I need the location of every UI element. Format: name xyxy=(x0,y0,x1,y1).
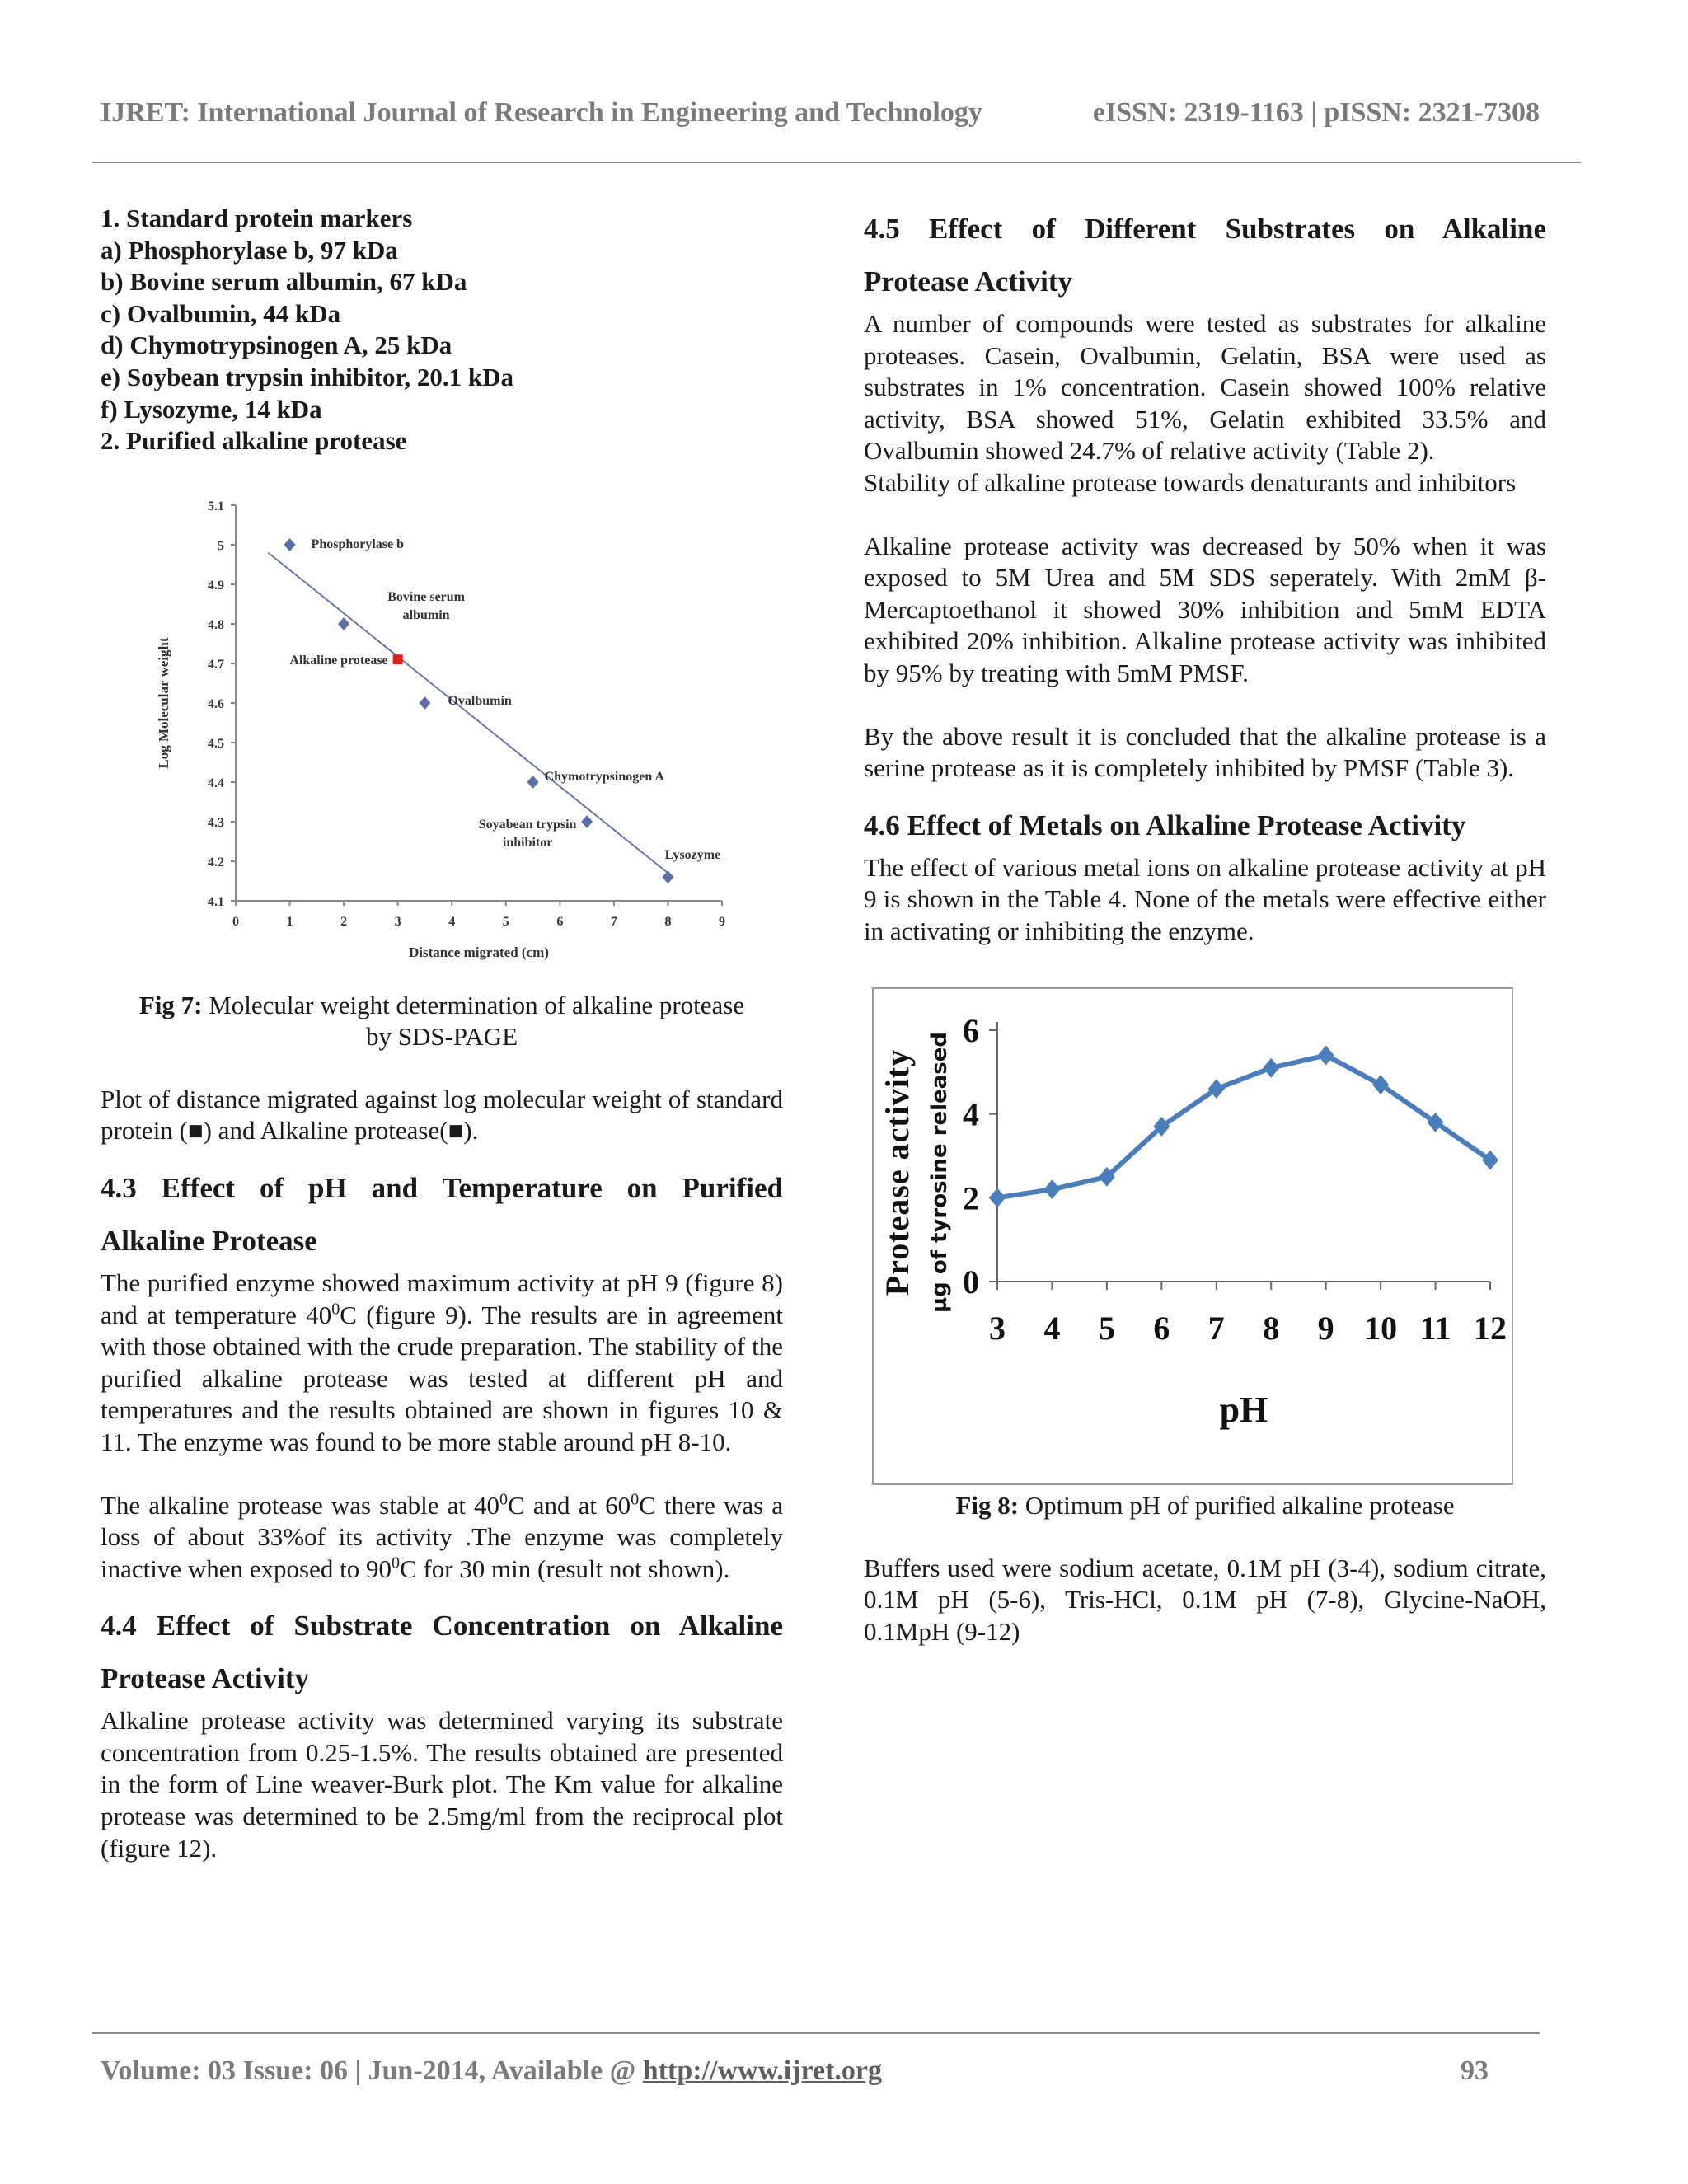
y-tick-label: 4.5 xyxy=(208,736,224,751)
data-point xyxy=(528,776,539,789)
x-tick-label: 9 xyxy=(719,914,725,929)
point-label: Phosphorylase b xyxy=(311,537,405,551)
list-item: 2. Purified alkaline protease xyxy=(101,426,407,456)
y-tick-label: 4.6 xyxy=(208,696,224,711)
fig8-caption-text: Optimum pH of purified alkaline protease xyxy=(1025,1490,1455,1520)
point-label: Bovine serum xyxy=(387,589,466,604)
point-label: inhibitor xyxy=(502,835,553,850)
y-axis-sublabel: µg of tyrosine released xyxy=(927,1031,952,1313)
footer-rule xyxy=(92,2032,1540,2034)
page-header xyxy=(101,97,1540,129)
data-point xyxy=(284,538,296,551)
journal-issn: eISSN: 2319-1163 | pISSN: 2321-7308 xyxy=(1092,97,1540,128)
fig7-scatter-chart xyxy=(145,489,738,967)
x-tick-label: 4 xyxy=(1043,1309,1061,1347)
section-4-3-para-2: The alkaline protease was stable at $40^0C$ and at $60^0C$ there was a loss of about 33%of its activity .The enzyme was completely inactive when exposed to $90^0C$ for 30 min (result not shown). xyxy=(101,1490,783,1583)
data-point xyxy=(1318,1045,1334,1065)
fig7-caption xyxy=(101,990,783,1052)
footer-volume: Volume: 03 Issue: 06 | Jun-2014, Available @ xyxy=(101,2055,643,2086)
section-4-4-title: 4.4 Effect of Substrate Concentration on Alkaline xyxy=(101,1610,783,1643)
fig8-line-chart xyxy=(874,989,1512,1483)
fig7-caption-label: Fig 7: xyxy=(138,990,203,1019)
left-column xyxy=(101,203,783,1864)
point-label: Lysozyme xyxy=(664,847,721,862)
data-point xyxy=(419,696,430,710)
section-4-5-para-3: By the above result it is concluded that the alkaline protease is a serine protease as it is completely inhibited by PMSF (Table 3). xyxy=(864,721,1546,783)
y-tick-label: 4.9 xyxy=(208,578,224,593)
y-axis-label: Protease activity xyxy=(879,1048,916,1296)
section-4-5-title-2: Protease Activity xyxy=(864,265,1073,298)
journal-title: IJRET: International Journal of Research in Engineering and Technology xyxy=(101,97,982,128)
y-tick-label: 5 xyxy=(218,538,224,553)
section-4-3-title: 4.3 Effect of pH and Temperature on Purified xyxy=(101,1171,783,1204)
right-column xyxy=(864,203,1546,1647)
list-item: e) Soybean trypsin inhibitor, 20.1 kDa xyxy=(101,362,513,391)
data-point xyxy=(989,1188,1006,1207)
plot-note: Plot of distance migrated against log molecular weight of standard protein (■) and Alkaline protease(■). xyxy=(101,1084,783,1146)
fig8-caption xyxy=(864,1490,1546,1521)
section-4-5-para-1: A number of compounds were tested as substrates for alkaline proteases. Casein, Ovalbumin, Gelatin, BSA were used as substrates in 1% concentration. Casein showed 100% relative activity, BSA showed 51%, Gelatin exhibited 33.5% and Ovalbumin showed 24.7% of relative activity (Table 2). xyxy=(864,309,1546,466)
section-4-5-subheading: Stability of alkaline protease towards denaturants and inhibitors xyxy=(864,467,1517,497)
x-tick-label: 8 xyxy=(664,914,672,929)
x-tick-label: 9 xyxy=(1317,1309,1334,1347)
data-point xyxy=(1043,1179,1060,1199)
x-tick-label: 5 xyxy=(1098,1309,1115,1347)
trend-line xyxy=(268,552,668,873)
section-4-4-title-2: Protease Activity xyxy=(101,1662,310,1695)
fig7-caption-text: Molecular weight determination of alkaline protease xyxy=(209,990,745,1019)
footer-url-link[interactable]: http://www.ijret.org xyxy=(642,2055,883,2086)
section-4-5-para-2: Alkaline protease activity was decreased by 50% when it was exposed to 5M Urea and 5M SDS seperately. With 2mM β-Mercaptoethanol it showed 30% inhibition and 5mM EDTA exhibited 20% inhibition. Alkaline protease activity was inhibited by 95% by treating with 5mM PMSF. xyxy=(864,531,1546,687)
x-tick-label: 3 xyxy=(394,914,401,929)
y-tick-label: 4.3 xyxy=(208,815,224,830)
x-tick-label: 0 xyxy=(232,914,239,929)
page-footer xyxy=(101,2055,1489,2087)
x-tick-label: 2 xyxy=(340,914,348,929)
list-item: f) Lysozyme, 14 kDa xyxy=(101,394,322,424)
fig8-chart-frame xyxy=(872,987,1513,1485)
list-item: b) Bovine serum albumin, 67 kDa xyxy=(101,267,467,297)
section-4-4-para-1: Alkaline protease activity was determined varying its substrate concentration from 0.25-1.5%. The results obtained are presented in the form of Line weaver-Burk plot. The Km value for alkaline protease was determined to be 2.5mg/ml from the reciprocal plot (figure 12). xyxy=(101,1706,783,1863)
buffers-note: Buffers used were sodium acetate, 0.1M pH (3-4), sodium citrate, 0.1M pH (5-6), Tris-HCl, 0.1M pH (7-8), Glycine-NaOH, 0.1MpH (9-12) xyxy=(864,1553,1546,1646)
data-point xyxy=(662,870,673,883)
x-tick-label: 10 xyxy=(1364,1309,1398,1347)
y-tick-label: 2 xyxy=(963,1179,979,1216)
point-label: Ovalbumin xyxy=(448,693,512,708)
y-tick-label: 4.4 xyxy=(208,776,224,790)
x-tick-label: 12 xyxy=(1474,1309,1507,1347)
section-4-6-para-1: The effect of various metal ions on alkaline protease activity at pH 9 is shown in the Table 4. None of the metals were effective either in activating or inhibiting the enzyme. xyxy=(864,852,1546,945)
x-tick-label: 8 xyxy=(1263,1309,1280,1347)
header-rule xyxy=(92,162,1581,163)
x-tick-label: 7 xyxy=(1207,1309,1225,1347)
section-4-5-title: 4.5 Effect of Different Substrates on Alkaline xyxy=(864,213,1546,245)
x-tick-label: 5 xyxy=(502,914,509,929)
x-tick-label: 3 xyxy=(989,1309,1006,1347)
y-tick-label: 4 xyxy=(963,1095,979,1133)
y-tick-label: 4.7 xyxy=(208,657,224,672)
section-4-3-para-1: The purified enzyme showed maximum activity at pH 9 (figure 8) and at temperature $40^0C$ (figure 9). The results are in agreement with those obtained with the crude preparation. The stability of the purified alkaline protease was tested at different pH and temperatures and the results obtained are shown in figures 10 & 11. The enzyme was found to be more stable around pH 8-10. xyxy=(101,1268,783,1456)
y-tick-label: 4.2 xyxy=(208,855,224,869)
point-label: Chymotrypsinogen A xyxy=(544,769,664,784)
x-axis-label: Distance migrated (cm) xyxy=(409,944,549,960)
x-tick-label: 6 xyxy=(556,914,564,929)
protein-markers-list xyxy=(101,203,783,457)
point-label: Alkaline protease xyxy=(289,653,388,668)
y-tick-label: 0 xyxy=(963,1263,979,1301)
y-tick-label: 5.1 xyxy=(208,499,224,513)
list-item: d) Chymotrypsinogen A, 25 kDa xyxy=(101,330,452,360)
list-item: 1. Standard protein markers xyxy=(101,204,413,232)
data-point-alkaline-protease xyxy=(393,654,403,664)
y-tick-label: 6 xyxy=(963,1011,979,1049)
list-item: c) Ovalbumin, 44 kDa xyxy=(101,298,341,328)
y-axis-label: Log Molecular weight xyxy=(156,637,171,769)
section-4-6-title: 4.6 Effect of Metals on Alkaline Protease Activity xyxy=(864,808,1466,841)
y-tick-label: 4.8 xyxy=(208,617,224,632)
series-line xyxy=(997,1055,1490,1197)
x-tick-label: 11 xyxy=(1419,1309,1451,1347)
x-tick-label: 6 xyxy=(1153,1309,1170,1347)
data-point xyxy=(581,815,593,828)
list-item: a) Phosphorylase b, 97 kDa xyxy=(101,235,398,265)
x-tick-label: 1 xyxy=(286,914,293,929)
section-4-3-title-2: Alkaline Protease xyxy=(101,1224,317,1257)
x-axis-label: pH xyxy=(1219,1389,1268,1430)
point-label: Soyabean trypsin xyxy=(478,817,577,832)
data-point xyxy=(338,617,349,630)
point-label: albumin xyxy=(402,607,450,622)
page-number: 93 xyxy=(1461,2055,1489,2086)
y-tick-label: 4.1 xyxy=(208,894,224,909)
data-point xyxy=(1263,1057,1279,1077)
x-tick-label: 7 xyxy=(610,914,617,929)
fig8-caption-label: Fig 8: xyxy=(955,1490,1020,1520)
x-tick-label: 4 xyxy=(448,914,456,929)
fig7-caption-text-2: by SDS-PAGE xyxy=(365,1021,518,1051)
